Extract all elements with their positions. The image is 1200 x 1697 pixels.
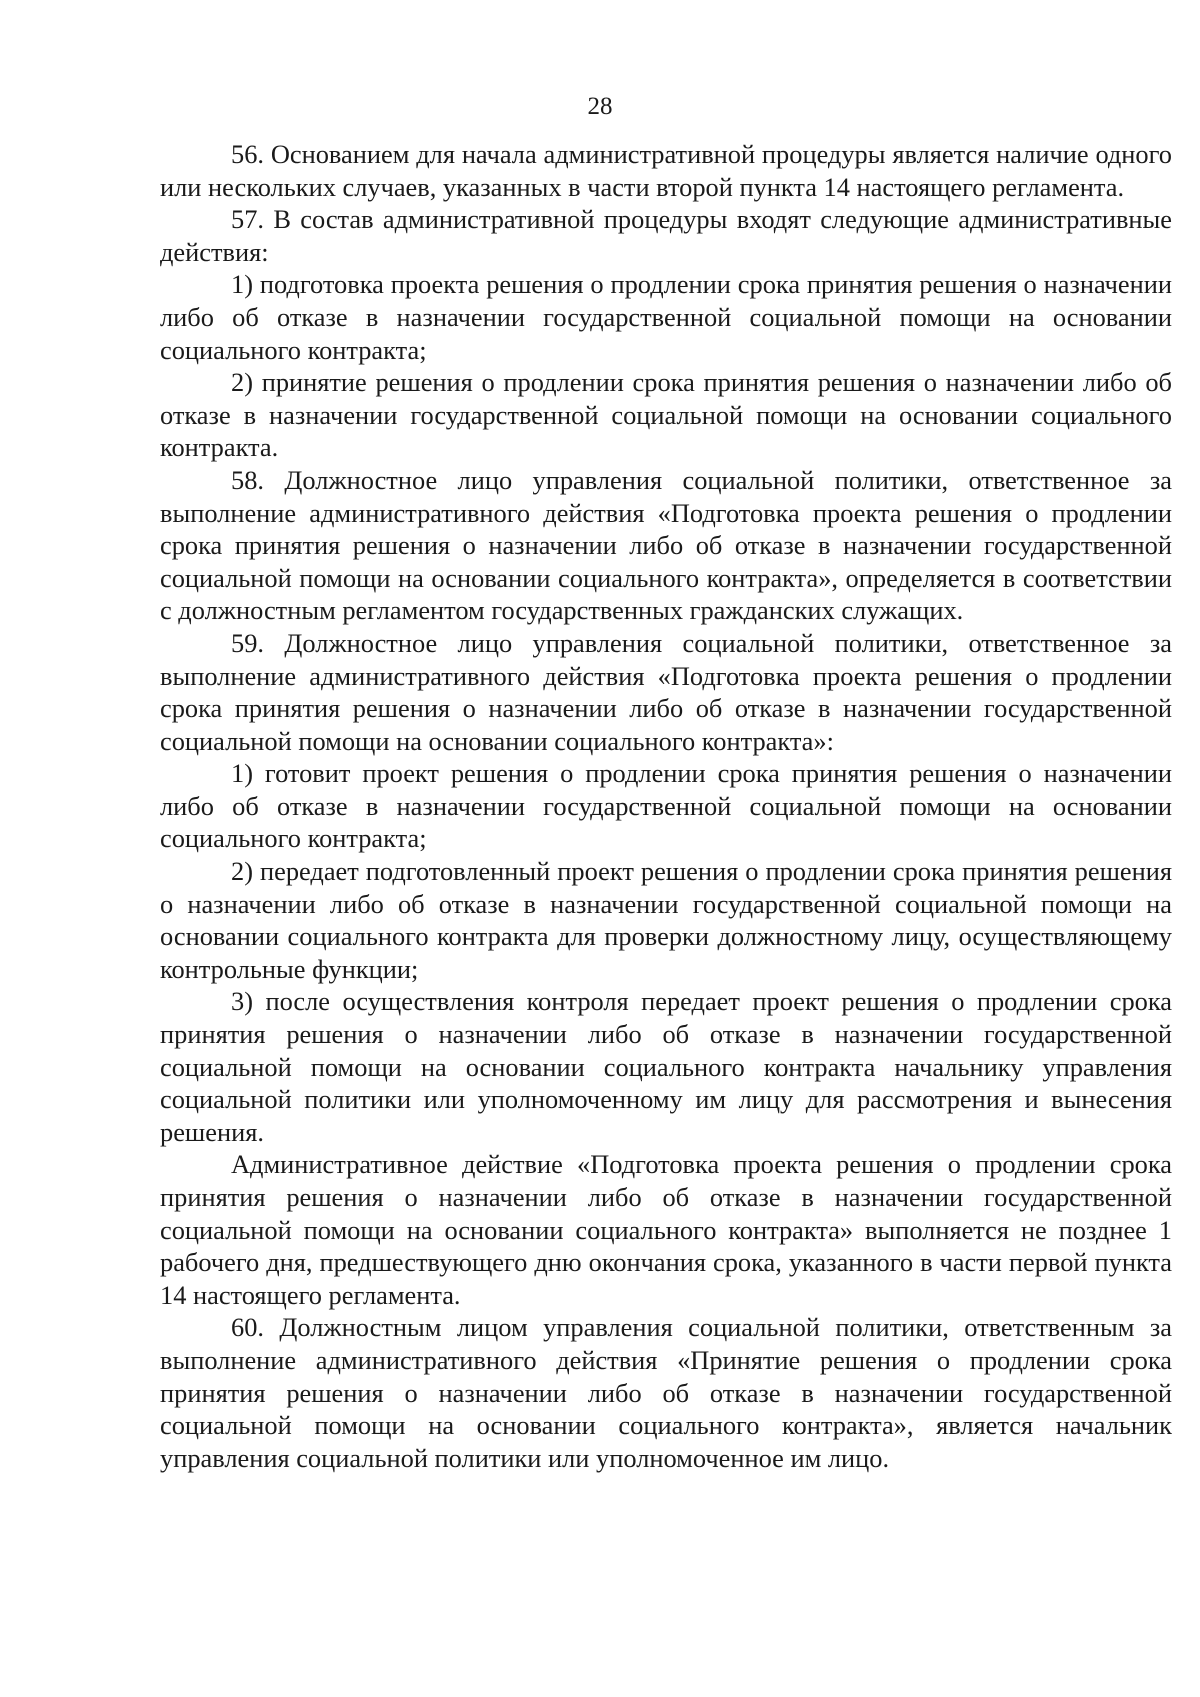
- paragraph-57: 57. В состав административной процедуры входят следующие административные действия:: [160, 204, 1172, 267]
- page-number: 28: [587, 93, 613, 120]
- paragraph-57-item-2: 2) принятие решения о продлении срока принятия решения о назначении либо об отказе в назначении государственной социальной помощи на основании социального контракта.: [160, 367, 1172, 463]
- paragraph-59: 59. Должностное лицо управления социальной политики, ответственное за выполнение административного действия «Подготовка проекта решения о продлении срока принятия решения о назначении либо об отказе в назначении государственной социальной помощи на основании социального контракта»:: [160, 627, 1172, 756]
- paragraph-60: 60. Должностным лицом управления социальной политики, ответственным за выполнение административного действия «Принятие решения о продлении срока принятия решения о назначении либо об отказе в назначении государственной социальной помощи на основании социального контракта», является начальник управления социальной политики или уполномоченное им лицо.: [160, 1312, 1172, 1473]
- paragraph-administrative-action: Административное действие «Подготовка проекта решения о продлении срока принятия решения о назначении либо об отказе в назначении государственной социальной помощи на основании социального контракта» выполняется не позднее 1 рабочего дня, предшествующего дню окончания срока, указанного в части первой пункта 14 настоящего регламента.: [160, 1149, 1172, 1310]
- paragraph-57-item-1: 1) подготовка проекта решения о продлении срока принятия решения о назначении либо об отказе в назначении государственной социальной помощи на основании социального контракта;: [160, 269, 1172, 365]
- document-body: [160, 138, 1172, 1474]
- paragraph-56: 56. Основанием для начала административной процедуры является наличие одного или нескольких случаев, указанных в части второй пункта 14 настоящего регламента.: [160, 139, 1172, 202]
- paragraph-58: 58. Должностное лицо управления социальной политики, ответственное за выполнение административного действия «Подготовка проекта решения о продлении срока принятия решения о назначении либо об отказе в назначении государственной социальной помощи на основании социального контракта», определяется в соответствии с должностным регламентом государственных гражданских служащих.: [160, 464, 1172, 626]
- paragraph-59-item-3: 3) после осуществления контроля передает проект решения о продлении срока принятия решения о назначении либо об отказе в назначении государственной социальной помощи на основании социального контракта начальнику управления социальной политики или уполномоченному им лицу для рассмотрения и вынесения решения.: [160, 986, 1172, 1147]
- paragraph-59-item-1: 1) готовит проект решения о продлении срока принятия решения о назначении либо об отказе в назначении государственной социальной помощи на основании социального контракта;: [160, 758, 1172, 854]
- paragraph-59-item-2: 2) передает подготовленный проект решения о продлении срока принятия решения о назначении либо об отказе в назначении государственной социальной помощи на основании социального контракта для проверки должностному лицу, осуществляющему контрольные функции;: [160, 856, 1172, 984]
